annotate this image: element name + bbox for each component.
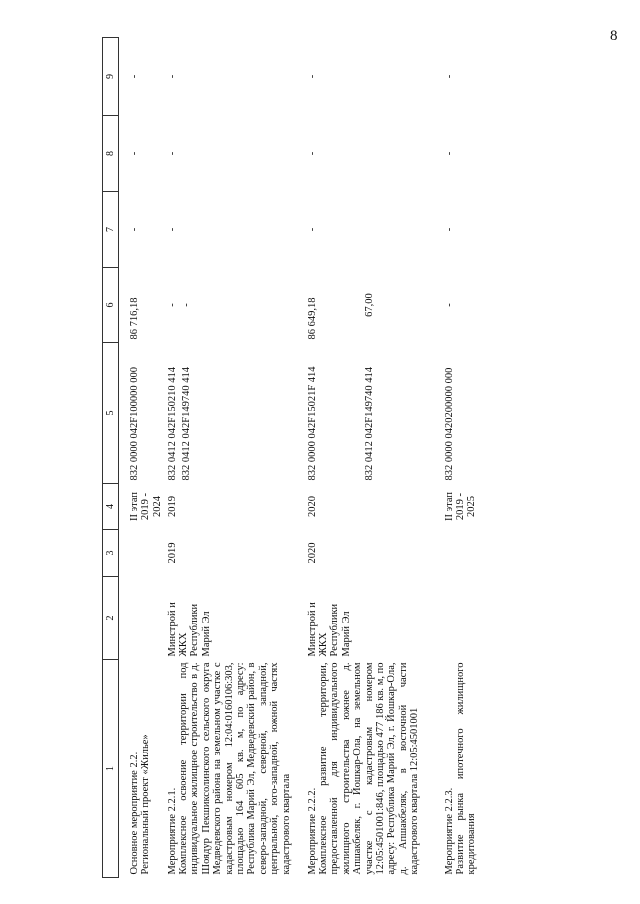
- executor-cell: Минстрой и ЖКХ Республики Марий Эл: [306, 602, 352, 657]
- end-cell: 2020: [306, 496, 318, 517]
- col-header-4: 4: [103, 484, 119, 530]
- event-description: Комплексное развитие территории, предоставленной для индивидуального жилищного строительства южнее д. Апшакбеляк, г. Йошкар-Ола, на земельном участке с кадастровым номером 12:05:4501001:846, площадью 477 186 кв. м, по адресу: Республика Марий Эл, г. Йошкар-Ола, д. Апшакбеляк, в восточной части кадастрового квартала 12:05:4501001: [317, 662, 421, 875]
- col-header-8: 8: [103, 116, 119, 192]
- kbk-cell: [165, 343, 305, 484]
- executor-cell: [442, 577, 512, 660]
- col9-cell: -: [129, 74, 140, 79]
- program-table: [102, 37, 512, 878]
- stage-label: II этап: [129, 492, 140, 521]
- col7-cell: -: [443, 227, 455, 232]
- event-cell: [305, 660, 442, 878]
- event-title: Мероприятие 2.2.3.: [443, 787, 455, 875]
- amount-value: -: [166, 303, 178, 307]
- col9-cell: -: [443, 74, 455, 79]
- event-cell: [442, 660, 512, 878]
- start-cell: [119, 530, 165, 577]
- event-title: Мероприятие 2.2.2.: [306, 787, 318, 875]
- kbk-code: 832 0000 042F15021F 414: [306, 366, 318, 481]
- start-cell: 2020: [306, 542, 318, 564]
- amount-value: -: [180, 303, 192, 307]
- start-cell: 2019: [166, 542, 178, 564]
- amount-cell: -: [443, 303, 455, 307]
- col8-cell: -: [129, 151, 140, 156]
- table-row: [305, 38, 442, 878]
- col8-cell: -: [166, 151, 178, 156]
- kbk-code: 832 0412 042F150210 414: [166, 367, 178, 481]
- col-header-5: 5: [103, 343, 119, 484]
- header-row: [103, 38, 119, 878]
- end-cell: 2019: [166, 496, 178, 517]
- col8-cell: -: [306, 151, 318, 156]
- col9-cell: -: [166, 74, 178, 79]
- event-description: Развитие рынка ипотечного жилищного кредитования: [454, 662, 478, 875]
- col9-cell: -: [306, 74, 318, 79]
- rotated-table-wrapper: [102, 38, 640, 878]
- stage-period: 2019 - 2025: [454, 492, 478, 521]
- amount-value: 86 649,18: [306, 297, 318, 340]
- col-header-7: 7: [103, 192, 119, 268]
- col7-cell: -: [166, 227, 178, 232]
- col-header-6: 6: [103, 268, 119, 343]
- stage-label: II этап: [443, 492, 455, 521]
- event-cell: [165, 660, 305, 878]
- kbk-code: 832 0412 042F149740 414: [363, 367, 375, 481]
- end-cell: [119, 484, 165, 530]
- table-row: [165, 38, 305, 878]
- executor-cell: Минстрой и ЖКХ Республики Марий Эл: [166, 602, 212, 657]
- kbk-code: 832 0412 042F149740 414: [180, 367, 192, 481]
- event-title: Мероприятие 2.2.1.: [166, 787, 178, 875]
- col7-cell: -: [306, 227, 318, 232]
- col-header-2: 2: [103, 577, 119, 660]
- table-row: [119, 38, 165, 878]
- col-header-1: 1: [103, 660, 119, 878]
- start-cell: [442, 530, 512, 577]
- end-cell: [442, 484, 512, 530]
- amount-cell: [165, 268, 305, 343]
- kbk-cell: 832 0000 0420200000 000: [443, 367, 455, 481]
- event-description: Региональный проект «Жилье»: [140, 734, 152, 875]
- event-cell: [119, 660, 165, 878]
- page-number: 8: [610, 28, 618, 44]
- amount-value: 67,00: [363, 293, 375, 317]
- executor-cell: [119, 577, 165, 660]
- kbk-cell: [305, 343, 442, 484]
- amount-cell: [305, 268, 442, 343]
- amount-cell: 86 716,18: [129, 297, 140, 340]
- table-row: [442, 38, 512, 878]
- col-header-9: 9: [103, 38, 119, 116]
- col-header-3: 3: [103, 530, 119, 577]
- col7-cell: -: [129, 227, 140, 232]
- event-description: Комплексное освоение территории под индивидуальное жилищное строительство в д. Шоядур Пекшиксолинского сельского округа Медведевского района на земельном участке с кадастровым номером 12:04:0160106:303, площадью 164 605 кв. м, по адресу: Республика Марий Эл, Медведевский район, в северо-западной, северной, западной, центральной, юго-западной, южной частях кадастрового квартала: [177, 662, 292, 875]
- event-title: Основное мероприятие 2.2.: [129, 751, 140, 875]
- kbk-cell: 832 0000 042F100000 000: [129, 367, 140, 481]
- stage-period: 2019 - 2024: [140, 492, 163, 521]
- col8-cell: -: [443, 151, 455, 156]
